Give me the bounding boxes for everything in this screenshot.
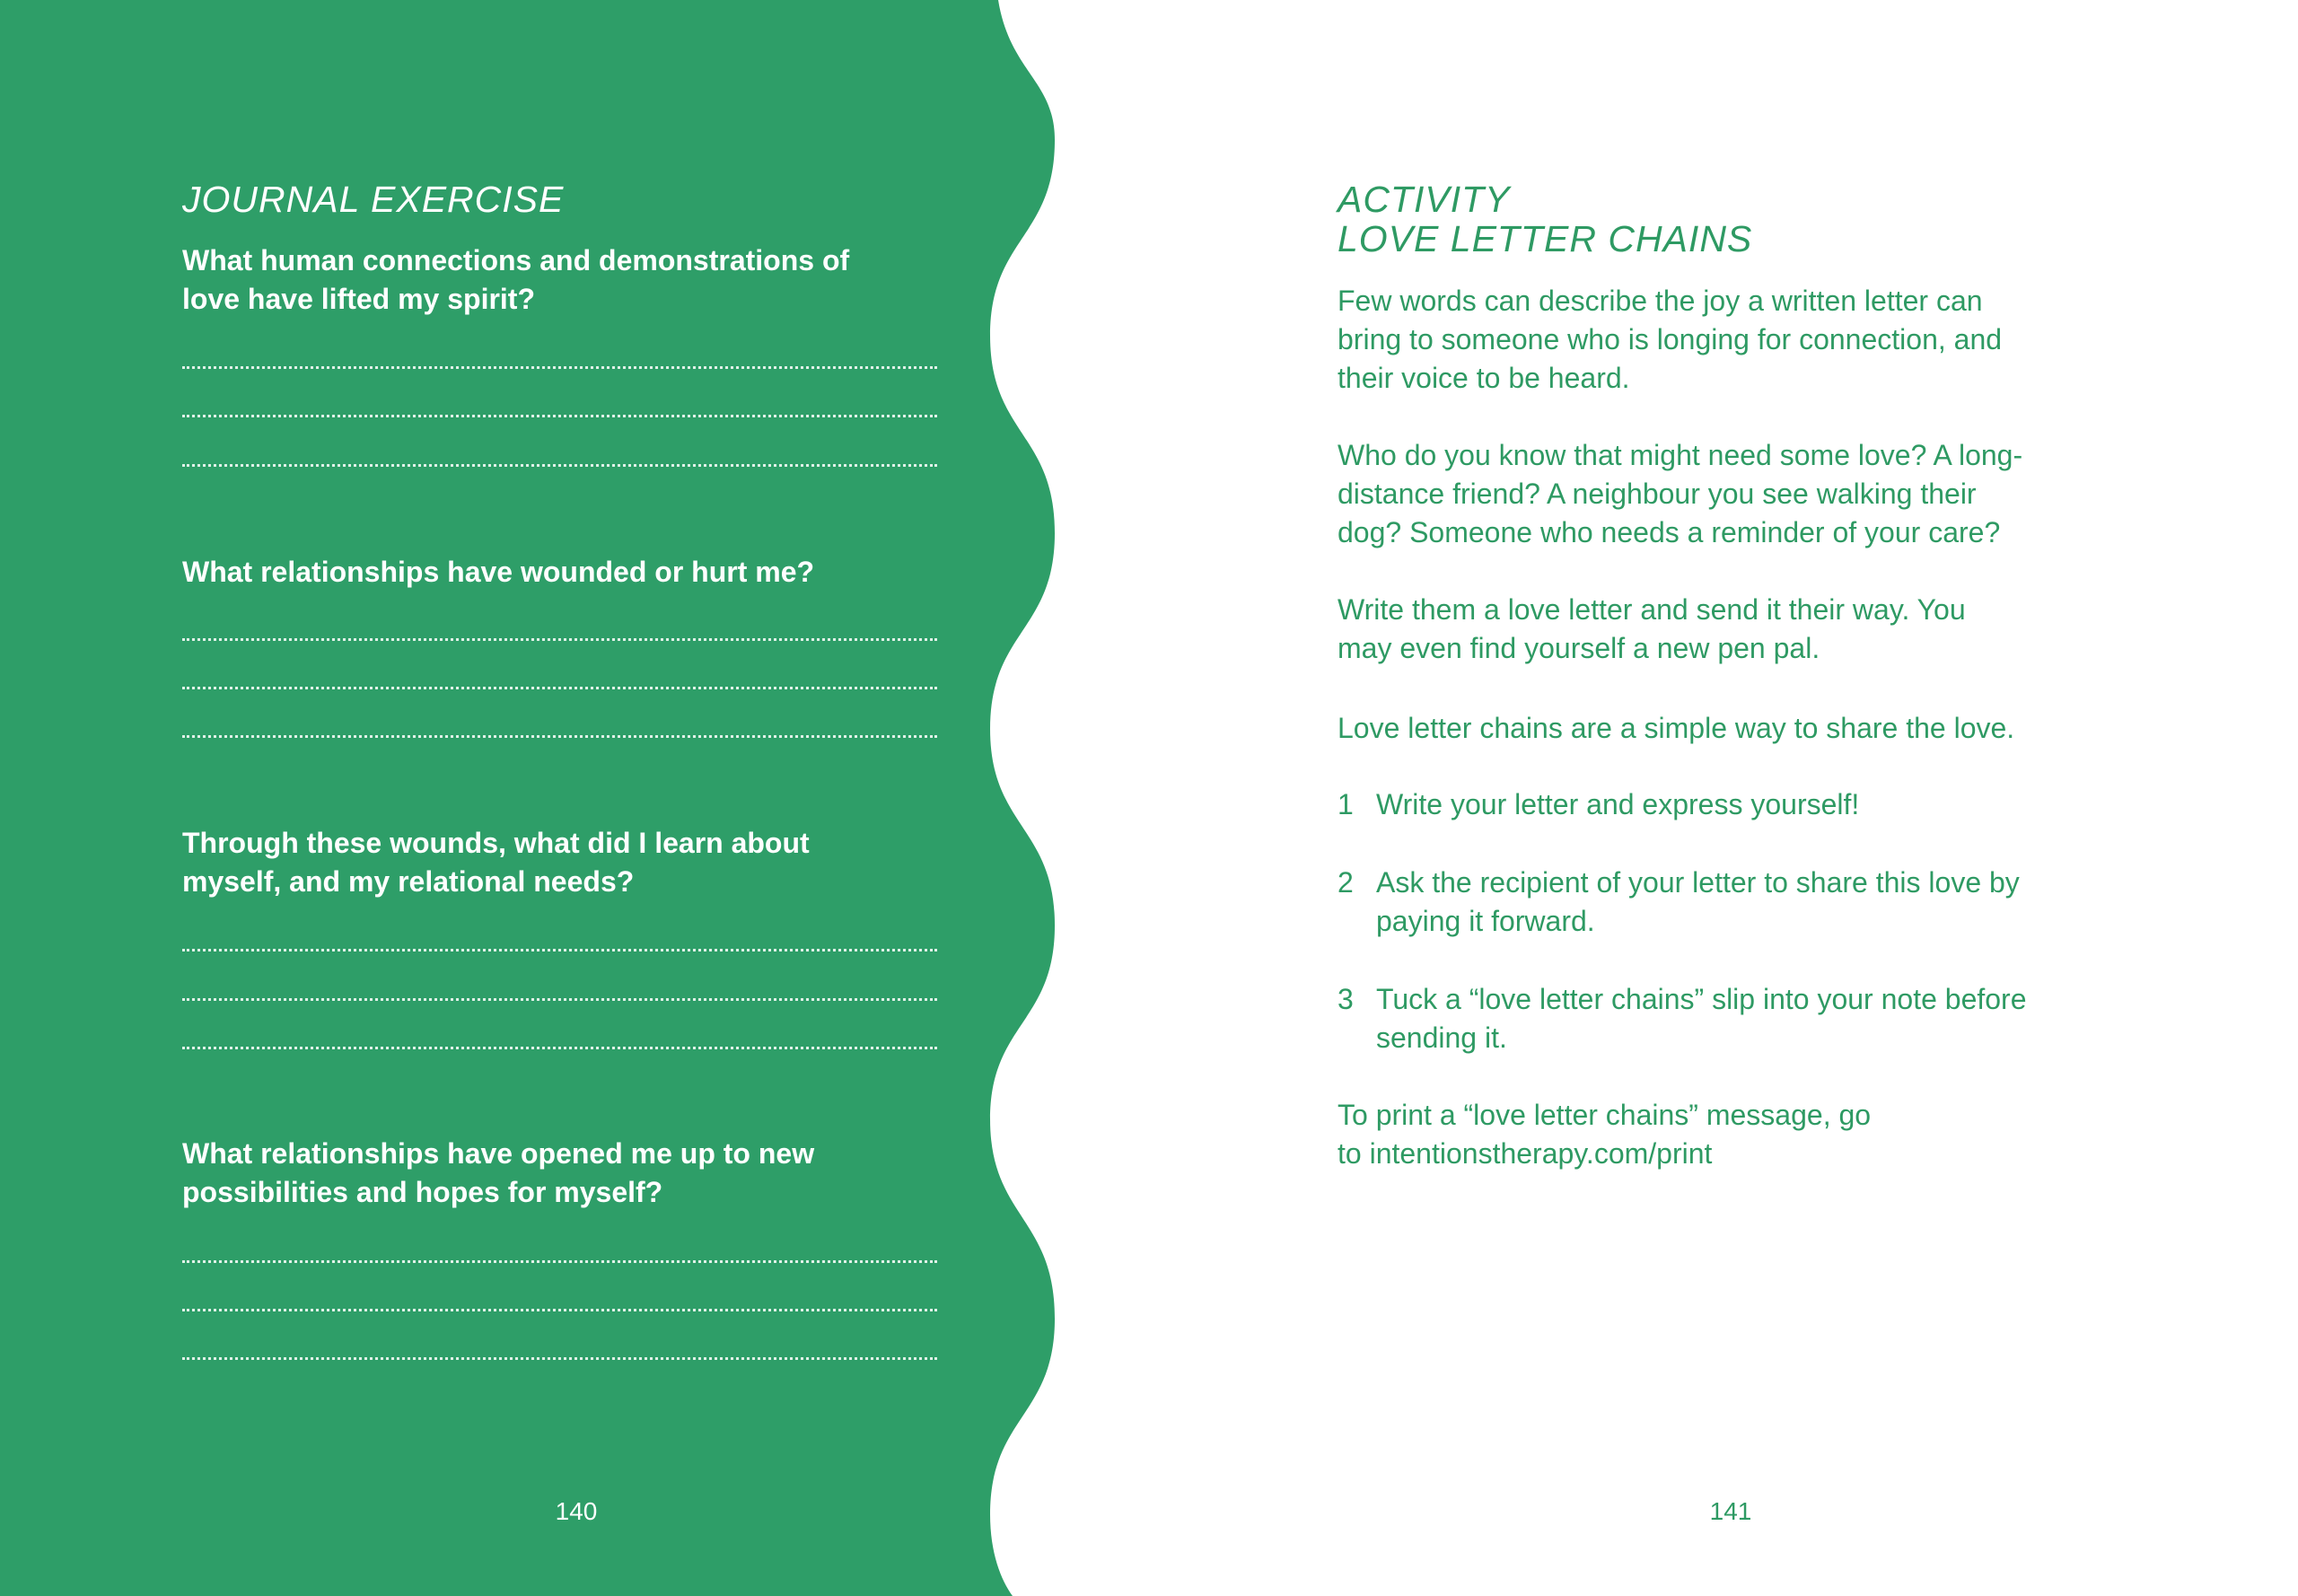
answer-line[interactable] xyxy=(182,366,937,369)
question-1 xyxy=(182,241,849,319)
step-2 xyxy=(1338,864,2020,941)
text-line: Tuck a “love letter chains” slip into your note before xyxy=(1376,983,2027,1015)
question-line: Through these wounds, what did I learn about xyxy=(182,827,810,859)
text-line: Ask the recipient of your letter to share this love by xyxy=(1376,866,2020,899)
page-number-left: 140 xyxy=(555,1497,598,1525)
step-3 xyxy=(1338,980,2027,1057)
paragraph-1 xyxy=(1338,282,2002,398)
text-line: sending it. xyxy=(1376,1022,1507,1054)
step-number: 1 xyxy=(1338,788,1354,820)
activity-heading xyxy=(1338,180,1752,259)
text-line: their voice to be heard. xyxy=(1338,362,1630,394)
answer-line[interactable] xyxy=(182,464,937,467)
question-3 xyxy=(182,824,810,901)
question-2 xyxy=(182,553,814,592)
paragraph-2 xyxy=(1338,436,2022,552)
question-line: What relationships have opened me up to new xyxy=(182,1137,815,1170)
answer-line[interactable] xyxy=(182,949,937,951)
step-1 xyxy=(1338,785,1859,824)
step-number: 2 xyxy=(1338,866,1354,899)
text-line: Love letter chains are a simple way to share the love. xyxy=(1338,712,2015,744)
text-line: Few words can describe the joy a written letter can xyxy=(1338,285,1983,317)
text-line: Write your letter and express yourself! xyxy=(1376,788,1860,820)
journal-heading: JOURNAL EXERCISE xyxy=(182,179,565,220)
question-line: What relationships have wounded or hurt me? xyxy=(182,556,815,588)
answer-line[interactable] xyxy=(182,687,937,689)
text-line: To print a “love letter chains” message, go xyxy=(1338,1099,1872,1131)
answer-line[interactable] xyxy=(182,998,937,1001)
answer-line[interactable] xyxy=(182,735,937,738)
page-number-right: 141 xyxy=(1709,1497,1752,1525)
answer-line[interactable] xyxy=(182,1309,937,1311)
question-line: love have lifted my spirit? xyxy=(182,283,535,315)
answer-line[interactable] xyxy=(182,1047,937,1049)
print-link[interactable]: to intentionstherapy.com/print xyxy=(1338,1137,1713,1170)
step-number: 3 xyxy=(1338,983,1354,1015)
paragraph-3 xyxy=(1338,591,1966,668)
activity-label: ACTIVITY xyxy=(1338,179,1511,220)
text-line: bring to someone who is longing for connection, and xyxy=(1338,323,2003,355)
text-line: distance friend? A neighbour you see walking their xyxy=(1338,478,1977,510)
question-line: What human connections and demonstrations of xyxy=(182,244,850,276)
question-line: possibilities and hopes for myself? xyxy=(182,1176,663,1208)
text-line: dog? Someone who needs a reminder of your care? xyxy=(1338,516,2001,548)
question-4 xyxy=(182,1135,814,1212)
text-line: may even find yourself a new pen pal. xyxy=(1338,632,1820,664)
answer-line[interactable] xyxy=(182,415,937,417)
text-line: Who do you know that might need some love? A long- xyxy=(1338,439,2023,471)
question-line: myself, and my relational needs? xyxy=(182,865,635,898)
answer-line[interactable] xyxy=(182,638,937,641)
text-line: Write them a love letter and send it their way. You xyxy=(1338,593,1966,626)
answer-line[interactable] xyxy=(182,1260,937,1263)
answer-line[interactable] xyxy=(182,1357,937,1360)
closing-paragraph xyxy=(1338,1096,1871,1173)
paragraph-4 xyxy=(1338,709,2014,748)
text-line: paying it forward. xyxy=(1376,905,1595,937)
activity-title: LOVE LETTER CHAINS xyxy=(1338,218,1753,259)
